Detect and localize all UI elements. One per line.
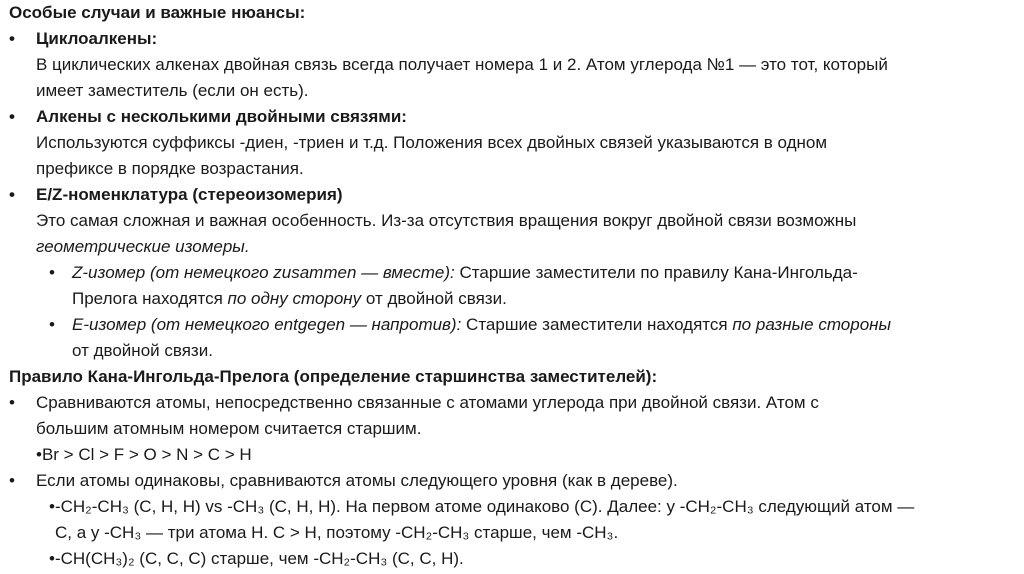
paragraph-text: Прелога находятся bbox=[72, 289, 228, 308]
bullet-icon: • bbox=[9, 107, 15, 126]
priority-order: •Br > Cl > F > O > N > C > H bbox=[36, 445, 252, 464]
paragraph-line: имеет заместитель (если он есть). bbox=[36, 81, 309, 100]
paragraph-line: геометрические изомеры. bbox=[36, 237, 250, 256]
bullet-icon: • bbox=[49, 315, 55, 334]
bullet-icon: • bbox=[9, 185, 15, 204]
example-line: •-CH(CH₃)₂ (C, C, C) старше, чем -CH₂-CH₃ (C, C, H). bbox=[49, 549, 464, 568]
term-z-isomer: Z-изомер (от немецкого zusammen — вместе): bbox=[72, 263, 455, 282]
paragraph-line: от двойной связи. bbox=[72, 341, 213, 360]
slide-content bbox=[9, 0, 1017, 572]
section-heading: Циклоалкены: bbox=[36, 29, 158, 48]
paragraph-line bbox=[9, 286, 1017, 312]
paragraph-text: Старшие заместители находятся bbox=[461, 315, 733, 334]
list-item-ez-nomenclature bbox=[9, 182, 1017, 208]
paragraph-line: Это самая сложная и важная особенность. Из-за отсутствия вращения вокруг двойной связи возможны bbox=[36, 211, 857, 230]
emphasis-text: по разные стороны bbox=[732, 315, 892, 334]
list-item-e-isomer bbox=[9, 312, 1017, 338]
list-item-polyenes bbox=[9, 104, 1017, 130]
list-item-z-isomer bbox=[9, 260, 1017, 286]
paragraph-line: В циклических алкенах двойная связь всегда получает номера 1 и 2. Атом углерода №1 — это тот, который bbox=[36, 55, 888, 74]
term-e-isomer: E-изомер (от немецкого entgegen — напротив): bbox=[72, 315, 462, 334]
paragraph-line: префиксе в порядке возрастания. bbox=[36, 159, 304, 178]
example-line: •-CH₂-CH₃ (C, H, H) vs -CH₃ (C, H, H). На первом атоме одинаково (C). Далее: у -CH₂-CH₃ следующий атом — bbox=[49, 497, 915, 516]
page-title: Особые случаи и важные нюансы: bbox=[9, 3, 306, 22]
bullet-icon: • bbox=[9, 393, 15, 412]
section-heading-cip: Правило Кана-Ингольда-Прелога (определение старшинства заместителей): bbox=[9, 367, 658, 386]
paragraph-text: от двойной связи. bbox=[361, 289, 507, 308]
list-item-cip-rule-2 bbox=[9, 468, 1017, 494]
bullet-icon: • bbox=[9, 29, 15, 48]
emphasis-text: по одну сторону bbox=[227, 289, 362, 308]
bullet-icon: • bbox=[49, 263, 55, 282]
list-item-cycloalkenes bbox=[9, 26, 1017, 52]
section-heading: Алкены с несколькими двойными связями: bbox=[36, 107, 407, 126]
section-heading: E/Z-номенклатура (стереоизомерия) bbox=[36, 185, 343, 204]
paragraph-line: большим атомным номером считается старшим. bbox=[36, 419, 422, 438]
list-item-cip-rule-1 bbox=[9, 390, 1017, 416]
paragraph-text: Сравниваются атомы, непосредственно связанные с атомами углерода при двойной связи. Атом с bbox=[36, 393, 819, 412]
paragraph-text: Если атомы одинаковы, сравниваются атомы следующего уровня (как в дереве). bbox=[36, 471, 678, 490]
example-line: C, а у -CH₃ — три атома H. C > H, поэтому -CH₂-CH₃ старше, чем -CH₃. bbox=[55, 523, 619, 542]
paragraph-line: Используются суффиксы -диен, -триен и т.д. Положения всех двойных связей указываются в одном bbox=[36, 133, 828, 152]
bullet-icon: • bbox=[9, 471, 15, 490]
paragraph-text: Старшие заместители по правилу Кана-Ингольда- bbox=[454, 263, 858, 282]
